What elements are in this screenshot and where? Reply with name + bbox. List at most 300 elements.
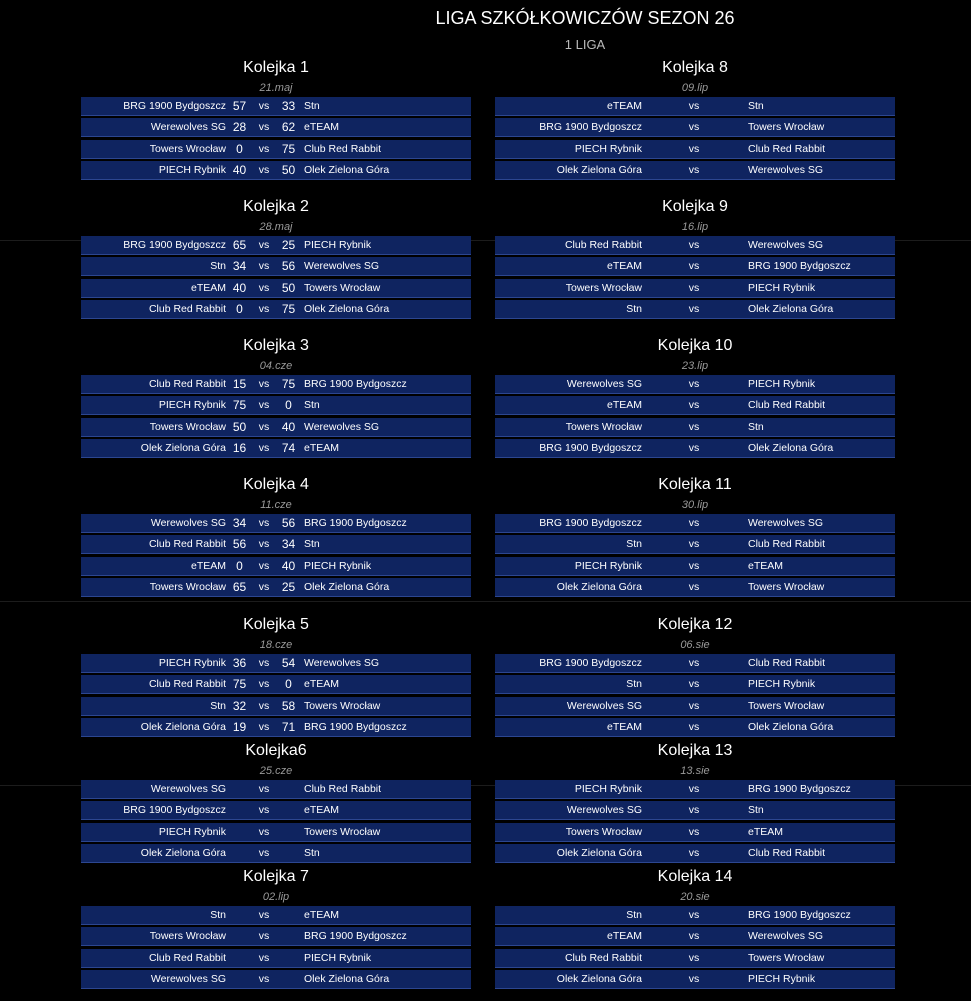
round-title: Kolejka 4 xyxy=(243,476,309,493)
away-score: 50 xyxy=(281,280,296,295)
away-team: Club Red Rabbit xyxy=(748,538,826,551)
match-row xyxy=(81,535,471,554)
home-team: Werewolves SG xyxy=(150,121,226,134)
vs-label: vs xyxy=(688,302,700,315)
match-row xyxy=(81,578,471,597)
match-list xyxy=(495,906,895,989)
home-team: Towers Wrocław xyxy=(149,930,226,943)
away-team: Towers Wrocław xyxy=(748,951,825,964)
match-list xyxy=(495,375,895,458)
away-team: Towers Wrocław xyxy=(748,699,825,712)
round-block xyxy=(81,866,471,989)
home-team: Werewolves SG xyxy=(150,517,226,529)
round-date: 06.sie xyxy=(680,639,710,651)
away-score: 58 xyxy=(281,698,296,713)
vs-label: vs xyxy=(688,260,700,273)
match-row xyxy=(81,557,471,576)
match-row xyxy=(81,396,471,415)
match-row xyxy=(81,844,471,863)
away-team: Werewolves SG xyxy=(304,657,380,669)
home-team: Werewolves SG xyxy=(150,783,226,795)
match-row xyxy=(495,949,895,968)
vs-label: vs xyxy=(688,378,700,390)
match-row xyxy=(81,300,471,319)
away-team: eTEAM xyxy=(304,441,340,454)
match-row xyxy=(495,718,895,737)
match-list xyxy=(81,514,471,597)
match-row xyxy=(495,675,895,694)
match-row xyxy=(495,118,895,137)
vs-label: vs xyxy=(688,121,700,134)
vs-label: vs xyxy=(688,930,700,943)
match-list xyxy=(495,780,895,863)
away-team: Olek Zielona Góra xyxy=(748,720,834,733)
away-score: 25 xyxy=(281,238,296,252)
round-title: Kolejka 1 xyxy=(243,59,309,76)
match-row xyxy=(81,906,471,925)
home-team: PIECH Rybnik xyxy=(574,142,642,155)
vs-label: vs xyxy=(258,559,270,572)
away-score: 62 xyxy=(281,120,296,135)
round-block xyxy=(81,57,471,180)
away-score: 75 xyxy=(281,141,296,156)
home-score: 0 xyxy=(236,301,243,316)
round-date: 11.cze xyxy=(260,499,292,511)
vs-label: vs xyxy=(258,100,270,112)
vs-label: vs xyxy=(688,720,700,733)
home-score: 0 xyxy=(236,558,243,573)
home-team: Towers Wrocław xyxy=(565,420,642,433)
round-title: Kolejka 3 xyxy=(243,337,309,354)
match-row xyxy=(81,418,471,437)
vs-label: vs xyxy=(258,302,270,315)
home-team: eTEAM xyxy=(606,720,642,733)
home-team: Club Red Rabbit xyxy=(564,239,642,251)
away-score: 56 xyxy=(281,516,296,530)
away-team: Olek Zielona Góra xyxy=(304,580,390,593)
round-title: Kolejka 5 xyxy=(243,616,309,633)
away-team: Stn xyxy=(304,846,320,859)
vs-label: vs xyxy=(258,720,270,733)
vs-label: vs xyxy=(258,580,270,593)
away-team: PIECH Rybnik xyxy=(304,559,372,572)
home-score: 32 xyxy=(232,698,247,713)
vs-label: vs xyxy=(688,281,700,294)
home-score: 0 xyxy=(236,141,243,156)
home-score: 65 xyxy=(232,238,247,252)
match-row xyxy=(495,823,895,842)
away-team: PIECH Rybnik xyxy=(304,951,372,964)
home-team: Stn xyxy=(210,260,226,273)
match-row xyxy=(495,300,895,319)
vs-label: vs xyxy=(258,517,270,529)
match-row xyxy=(495,927,895,946)
round-block xyxy=(495,57,895,180)
vs-label: vs xyxy=(258,825,270,838)
away-team: Olek Zielona Góra xyxy=(304,302,390,315)
away-score: 74 xyxy=(281,440,296,455)
home-team: BRG 1900 Bydgoszcz xyxy=(123,100,226,112)
home-team: Olek Zielona Góra xyxy=(140,846,226,859)
match-row xyxy=(495,418,895,437)
match-row xyxy=(81,654,471,673)
away-team: Club Red Rabbit xyxy=(748,846,826,859)
match-row xyxy=(495,780,895,799)
home-team: BRG 1900 Bydgoszcz xyxy=(539,441,642,454)
away-team: Towers Wrocław xyxy=(304,281,381,294)
match-row xyxy=(495,514,895,533)
away-team: Olek Zielona Góra xyxy=(748,441,834,454)
round-block xyxy=(495,614,895,737)
vs-label: vs xyxy=(258,657,270,669)
home-team: Stn xyxy=(626,678,642,691)
away-team: Olek Zielona Góra xyxy=(304,972,390,985)
round-date: 02.lip xyxy=(262,891,290,903)
away-team: PIECH Rybnik xyxy=(748,972,816,985)
match-row xyxy=(495,697,895,716)
match-row xyxy=(495,844,895,863)
away-team: Towers Wrocław xyxy=(304,699,381,712)
vs-label: vs xyxy=(688,699,700,712)
match-row xyxy=(81,514,471,533)
home-team: Stn xyxy=(626,909,642,921)
vs-label: vs xyxy=(258,378,270,390)
away-team: BRG 1900 Bydgoszcz xyxy=(748,783,851,795)
vs-label: vs xyxy=(258,678,270,691)
match-row xyxy=(495,557,895,576)
away-score: 75 xyxy=(281,377,296,391)
away-score: 34 xyxy=(281,537,296,552)
round-block xyxy=(495,740,895,863)
round-date: 18.cze xyxy=(259,639,293,651)
match-row xyxy=(495,535,895,554)
home-team: eTEAM xyxy=(606,930,642,943)
match-row xyxy=(495,970,895,989)
away-score: 33 xyxy=(281,99,296,113)
match-list xyxy=(495,236,895,319)
home-score: 75 xyxy=(232,398,247,413)
home-team: Werewolves SG xyxy=(566,804,642,817)
away-team: PIECH Rybnik xyxy=(304,239,372,251)
round-title: Kolejka 8 xyxy=(662,59,728,76)
vs-label: vs xyxy=(688,100,700,112)
match-row xyxy=(81,927,471,946)
home-score: 57 xyxy=(232,99,247,113)
vs-label: vs xyxy=(258,699,270,712)
away-team: Werewolves SG xyxy=(748,163,824,176)
away-team: Werewolves SG xyxy=(304,420,380,433)
match-row xyxy=(81,697,471,716)
match-row xyxy=(81,97,471,116)
home-score: 75 xyxy=(232,677,247,692)
vs-label: vs xyxy=(258,121,270,134)
match-row xyxy=(81,780,471,799)
away-score: 25 xyxy=(281,579,296,594)
home-team: Olek Zielona Góra xyxy=(556,972,642,985)
vs-label: vs xyxy=(258,239,270,251)
home-team: Club Red Rabbit xyxy=(148,538,226,551)
away-team: Werewolves SG xyxy=(304,260,380,273)
round-title: Kolejka 14 xyxy=(657,868,733,885)
home-team: Towers Wrocław xyxy=(149,420,226,433)
home-team: eTEAM xyxy=(190,281,226,294)
vs-label: vs xyxy=(688,142,700,155)
round-title: Kolejka 7 xyxy=(243,868,309,885)
match-row xyxy=(81,118,471,137)
round-title: Kolejka 10 xyxy=(657,337,733,354)
match-row xyxy=(81,949,471,968)
round-block xyxy=(81,614,471,737)
vs-label: vs xyxy=(688,399,700,412)
match-row xyxy=(495,439,895,458)
home-team: Werewolves SG xyxy=(150,972,226,985)
vs-label: vs xyxy=(688,825,700,838)
match-row xyxy=(495,375,895,394)
away-score: 54 xyxy=(281,656,296,670)
vs-label: vs xyxy=(258,972,270,985)
vs-label: vs xyxy=(258,420,270,433)
home-score: 50 xyxy=(232,419,247,434)
match-row xyxy=(495,161,895,180)
away-score: 71 xyxy=(281,719,296,734)
away-team: Stn xyxy=(748,420,764,433)
home-team: eTEAM xyxy=(606,100,642,112)
vs-label: vs xyxy=(688,657,700,669)
home-team: PIECH Rybnik xyxy=(158,399,226,412)
away-team: eTEAM xyxy=(304,121,340,134)
away-score: 75 xyxy=(281,301,296,316)
match-row xyxy=(495,801,895,820)
round-title: Kolejka 12 xyxy=(657,616,733,633)
home-score: 16 xyxy=(232,440,247,455)
away-team: BRG 1900 Bydgoszcz xyxy=(304,720,407,733)
match-row xyxy=(495,279,895,298)
match-list xyxy=(81,906,471,989)
match-row xyxy=(495,396,895,415)
match-row xyxy=(81,257,471,276)
match-row xyxy=(81,140,471,159)
round-block xyxy=(81,196,471,319)
away-team: Club Red Rabbit xyxy=(748,142,826,155)
home-team: PIECH Rybnik xyxy=(158,825,226,838)
vs-label: vs xyxy=(688,420,700,433)
away-team: PIECH Rybnik xyxy=(748,281,816,294)
match-list xyxy=(81,375,471,458)
away-team: Werewolves SG xyxy=(748,930,824,943)
match-row xyxy=(81,161,471,180)
vs-label: vs xyxy=(688,163,700,176)
match-list xyxy=(81,236,471,319)
vs-label: vs xyxy=(688,580,700,593)
away-team: eTEAM xyxy=(748,559,784,572)
vs-label: vs xyxy=(258,441,270,454)
round-date: 21.maj xyxy=(259,82,293,94)
home-team: Towers Wrocław xyxy=(565,281,642,294)
vs-label: vs xyxy=(258,783,270,795)
vs-label: vs xyxy=(688,559,700,572)
away-team: BRG 1900 Bydgoszcz xyxy=(304,378,407,390)
round-block xyxy=(495,196,895,319)
home-team: Club Red Rabbit xyxy=(148,951,226,964)
vs-label: vs xyxy=(258,930,270,943)
round-block xyxy=(81,474,471,597)
match-list xyxy=(81,780,471,863)
home-team: Werewolves SG xyxy=(566,378,642,390)
round-title: Kolejka 11 xyxy=(658,476,732,493)
home-score: 34 xyxy=(232,259,247,274)
vs-label: vs xyxy=(688,517,700,529)
away-team: BRG 1900 Bydgoszcz xyxy=(304,517,407,529)
away-team: BRG 1900 Bydgoszcz xyxy=(304,930,407,943)
home-team: Towers Wrocław xyxy=(149,142,226,155)
home-team: eTEAM xyxy=(606,260,642,273)
away-team: Towers Wrocław xyxy=(748,580,825,593)
away-team: Olek Zielona Góra xyxy=(748,302,834,315)
round-title: Kolejka 2 xyxy=(243,198,309,215)
vs-label: vs xyxy=(688,538,700,551)
home-team: eTEAM xyxy=(606,399,642,412)
match-row xyxy=(81,718,471,737)
home-team: Club Red Rabbit xyxy=(148,378,226,390)
home-team: Stn xyxy=(626,302,642,315)
home-team: BRG 1900 Bydgoszcz xyxy=(123,804,226,817)
away-team: eTEAM xyxy=(304,678,340,691)
match-row xyxy=(81,236,471,255)
away-team: eTEAM xyxy=(748,825,784,838)
home-team: Olek Zielona Góra xyxy=(140,441,226,454)
round-date: 20.sie xyxy=(680,891,710,903)
round-title: Kolejka6 xyxy=(245,742,307,759)
home-score: 36 xyxy=(232,656,247,670)
home-team: Towers Wrocław xyxy=(149,580,226,593)
vs-label: vs xyxy=(688,441,700,454)
home-score: 28 xyxy=(232,120,247,135)
vs-label: vs xyxy=(688,804,700,817)
match-list xyxy=(495,654,895,737)
match-list xyxy=(81,654,471,737)
away-team: Stn xyxy=(304,399,320,412)
home-team: PIECH Rybnik xyxy=(574,783,642,795)
home-score: 15 xyxy=(232,377,247,391)
away-team: eTEAM xyxy=(304,804,340,817)
away-score: 40 xyxy=(281,558,296,573)
away-team: Stn xyxy=(304,100,320,112)
away-score: 0 xyxy=(285,677,292,692)
home-team: Stn xyxy=(626,538,642,551)
round-block xyxy=(495,866,895,989)
match-list xyxy=(81,97,471,180)
match-row xyxy=(495,257,895,276)
home-score: 19 xyxy=(232,719,247,734)
vs-label: vs xyxy=(258,538,270,551)
round-title: Kolejka 9 xyxy=(662,198,728,215)
round-block xyxy=(495,335,895,458)
vs-label: vs xyxy=(688,239,700,251)
away-team: Olek Zielona Góra xyxy=(304,163,390,176)
match-row xyxy=(495,654,895,673)
vs-label: vs xyxy=(258,846,270,859)
vs-label: vs xyxy=(258,909,270,921)
vs-label: vs xyxy=(258,260,270,273)
home-team: Olek Zielona Góra xyxy=(556,163,642,176)
page-divider xyxy=(0,601,971,602)
match-row xyxy=(495,236,895,255)
vs-label: vs xyxy=(688,783,700,795)
round-date: 30.lip xyxy=(681,499,709,511)
vs-label: vs xyxy=(688,678,700,691)
away-team: Towers Wrocław xyxy=(304,825,381,838)
away-team: Club Red Rabbit xyxy=(304,142,382,155)
away-team: BRG 1900 Bydgoszcz xyxy=(748,909,851,921)
vs-label: vs xyxy=(688,951,700,964)
vs-label: vs xyxy=(688,909,700,921)
away-team: PIECH Rybnik xyxy=(748,378,816,390)
match-list xyxy=(495,97,895,180)
match-row xyxy=(81,279,471,298)
home-team: Club Red Rabbit xyxy=(148,302,226,315)
match-row xyxy=(81,375,471,394)
home-team: PIECH Rybnik xyxy=(158,657,226,669)
away-team: Stn xyxy=(304,538,320,551)
vs-label: vs xyxy=(688,972,700,985)
away-team: Towers Wrocław xyxy=(748,121,825,134)
home-team: BRG 1900 Bydgoszcz xyxy=(539,121,642,134)
away-team: BRG 1900 Bydgoszcz xyxy=(748,260,851,273)
round-date: 13.sie xyxy=(680,765,710,777)
round-date: 25.cze xyxy=(259,765,293,777)
away-team: Club Red Rabbit xyxy=(748,657,826,669)
match-row xyxy=(81,970,471,989)
round-date: 16.lip xyxy=(681,221,709,233)
away-team: Werewolves SG xyxy=(748,517,824,529)
match-row xyxy=(81,823,471,842)
match-row xyxy=(495,140,895,159)
round-date: 23.lip xyxy=(681,360,709,372)
round-date: 28.maj xyxy=(259,221,293,233)
home-team: Club Red Rabbit xyxy=(564,951,642,964)
round-block xyxy=(81,740,471,863)
away-score: 0 xyxy=(285,398,292,413)
away-team: Stn xyxy=(748,804,764,817)
away-score: 56 xyxy=(281,259,296,274)
vs-label: vs xyxy=(258,804,270,817)
home-score: 40 xyxy=(232,162,247,177)
home-team: Olek Zielona Góra xyxy=(556,846,642,859)
home-score: 65 xyxy=(232,579,247,594)
home-score: 34 xyxy=(232,516,247,530)
home-score: 56 xyxy=(232,537,247,552)
vs-label: vs xyxy=(258,142,270,155)
match-row xyxy=(495,97,895,116)
away-team: Stn xyxy=(748,100,764,112)
round-date: 09.lip xyxy=(681,82,709,94)
home-team: PIECH Rybnik xyxy=(574,559,642,572)
match-row xyxy=(495,578,895,597)
page-title: LIGA SZKÓŁKOWICZÓW SEZON 26 xyxy=(435,8,735,28)
vs-label: vs xyxy=(258,399,270,412)
match-row xyxy=(81,801,471,820)
home-team: Towers Wrocław xyxy=(565,825,642,838)
away-team: PIECH Rybnik xyxy=(748,678,816,691)
league-subtitle: 1 LIGA xyxy=(564,37,606,52)
round-date: 04.cze xyxy=(259,360,293,372)
away-team: Club Red Rabbit xyxy=(748,399,826,412)
home-team: BRG 1900 Bydgoszcz xyxy=(539,517,642,529)
round-block xyxy=(81,335,471,458)
vs-label: vs xyxy=(258,281,270,294)
vs-label: vs xyxy=(258,951,270,964)
away-score: 50 xyxy=(281,162,296,177)
